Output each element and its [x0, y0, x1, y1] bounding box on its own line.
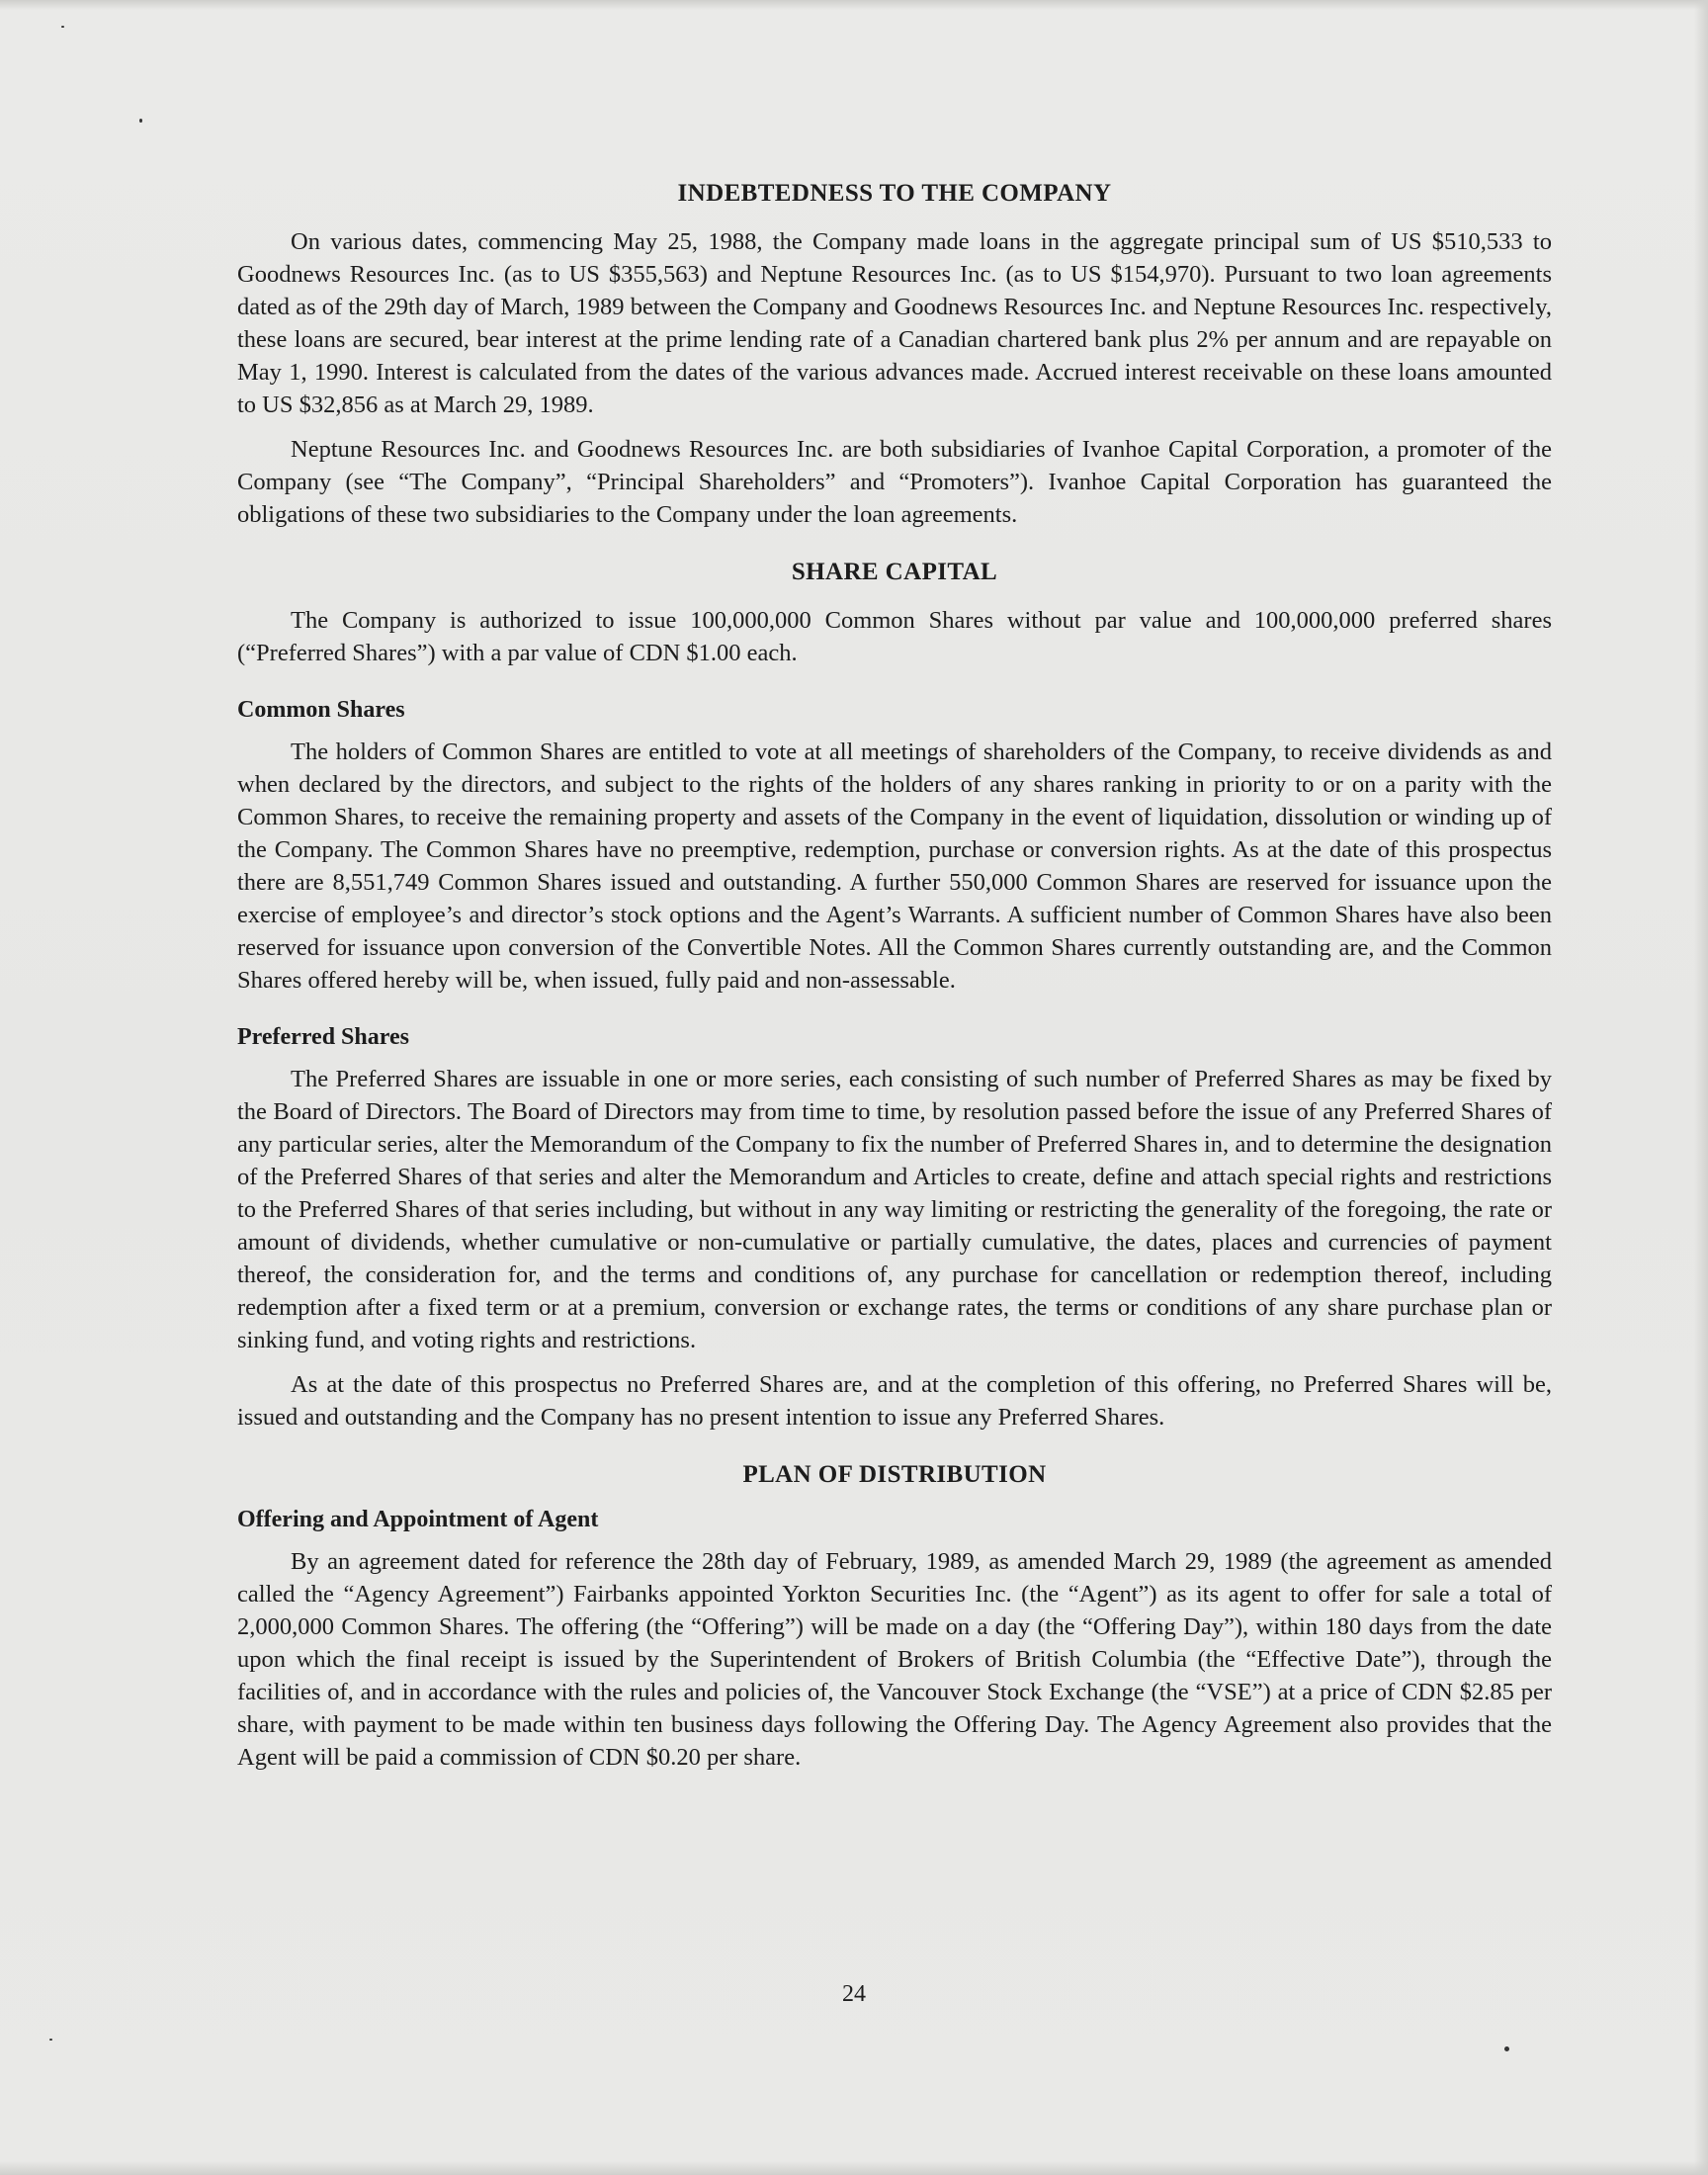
paragraph-preferred-shares-1: The Preferred Shares are issuable in one or more series, each consisting of such number of Preferred Shares as may be fixed by the Board of Directors. The Board of Directors may from time to time, by resolution passed before the issue of any Preferred Shares of any particular series, alter the Memorandum of the Company to fix the number of Preferred Shares in, and to determine the designation of the Preferred Shares of that series and alter the Memorandum and Articles to create, define and attach special rights and restrictions to the Preferred Shares of that series including, but without in any way limiting or restricting the generality of the foregoing, the rate or amount of dividends, whether cumulative or non-cumulative or partially cumulative, the dates, places and currencies of payment thereof, the consideration for, and the terms and conditions of, any purchase for cancellation or redemption thereof, including redemption after a fixed term or at a premium, conversion or exchange rates, the terms or conditions of any share purchase plan or sinking fund, and voting rights and restrictions. — [237, 1066, 1552, 1353]
heading-indebtedness: INDEBTEDNESS TO THE COMPANY — [677, 180, 1112, 207]
paragraph-indebtedness-2: Neptune Resources Inc. and Goodnews Resources Inc. are both subsidiaries of Ivanhoe Capital Corporation, a promoter of the Company (see “The Company”, “Principal Shareholders” and “Promoters”). Ivanhoe Capital Corporation has guaranteed the obligations of these two subsidiaries to the Company under the loan agreements. — [237, 436, 1552, 528]
scan-speck — [61, 26, 64, 28]
heading-share-capital: SHARE CAPITAL — [791, 559, 998, 585]
paragraph-preferred-shares-2: As at the date of this prospectus no Preferred Shares are, and at the completion of this offering, no Preferred Shares will be, issued and outstanding and the Company has no present intention to issue any Preferred Shares. — [237, 1371, 1552, 1431]
paragraph-share-capital-intro: The Company is authorized to issue 100,000,000 Common Shares without par value and 100,000,000 preferred shares (“Preferred Shares”) with a par value of CDN $1.00 each. — [237, 607, 1552, 666]
paragraph-common-shares: The holders of Common Shares are entitled to vote at all meetings of shareholders of the Company, to receive dividends as and when declared by the directors, and subject to the rights of the holders of any shares ranking in priority to or on a parity with the Common Shares, to receive the remaining property and assets of the Company in the event of liquidation, dissolution or winding up of the Company. The Common Shares have no preemptive, redemption, purchase or conversion rights. As at the date of this prospectus there are 8,551,749 Common Shares issued and outstanding. A further 550,000 Common Shares are reserved for issuance upon the exercise of employee’s and director’s stock options and the Agent’s Warrants. A sufficient number of Common Shares have also been reserved for issuance upon conversion of the Convertible Notes. All the Common Shares currently outstanding are, and the Common Shares offered hereby will be, when issued, fully paid and non-assessable. — [237, 739, 1552, 994]
heading-offering-and-appointment: Offering and Appointment of Agent — [237, 1507, 599, 1532]
heading-common-shares: Common Shares — [237, 697, 405, 723]
page-number: 24 — [842, 1981, 866, 2007]
heading-preferred-shares: Preferred Shares — [237, 1024, 409, 1050]
page-right-edge-shadow — [1694, 0, 1708, 2175]
paragraph-offering: By an agreement dated for reference the 28th day of February, 1989, as amended March 29, 1989 (the agreement as amended called the “Agency Agreement”) Fairbanks appointed Yorkton Securities Inc. (the “Agent”) as its agent to offer for sale a total of 2,000,000 Common Shares. The offering (the “Offering”) will be made on a day (the “Offering Day”), within 180 days from the date upon which the final receipt is issued by the Superintendent of Brokers of British Columbia (the “Effective Date”), through the facilities of, and in accordance with the rules and policies of, the Vancouver Stock Exchange (the “VSE”) at a price of CDN $2.85 per share, with payment to be made within ten business days following the Offering Day. The Agency Agreement also provides that the Agent will be paid a commission of CDN $0.20 per share. — [237, 1548, 1552, 1771]
scan-speck — [1504, 2046, 1509, 2051]
paragraph-indebtedness-1: On various dates, commencing May 25, 1988, the Company made loans in the aggregate principal sum of US $510,533 to Goodnews Resources Inc. (as to US $355,563) and Neptune Resources Inc. (as to US $154,970). Pursuant to two loan agreements dated as of the 29th day of March, 1989 between the Company and Goodnews Resources Inc. and Neptune Resources Inc. respectively, these loans are secured, bear interest at the prime lending rate of a Canadian chartered bank plus 2% per annum and are repayable on May 1, 1990. Interest is calculated from the dates of the various advances made. Accrued interest receivable on these loans amounted to US $32,856 as at March 29, 1989. — [237, 228, 1552, 418]
page-body — [237, 180, 1552, 1774]
page-bottom-edge-shadow — [0, 2161, 1708, 2175]
scan-speck — [49, 2039, 52, 2041]
page-top-edge-shadow — [0, 0, 1708, 10]
heading-plan-of-distribution: PLAN OF DISTRIBUTION — [742, 1461, 1047, 1488]
scan-speck — [139, 119, 142, 123]
